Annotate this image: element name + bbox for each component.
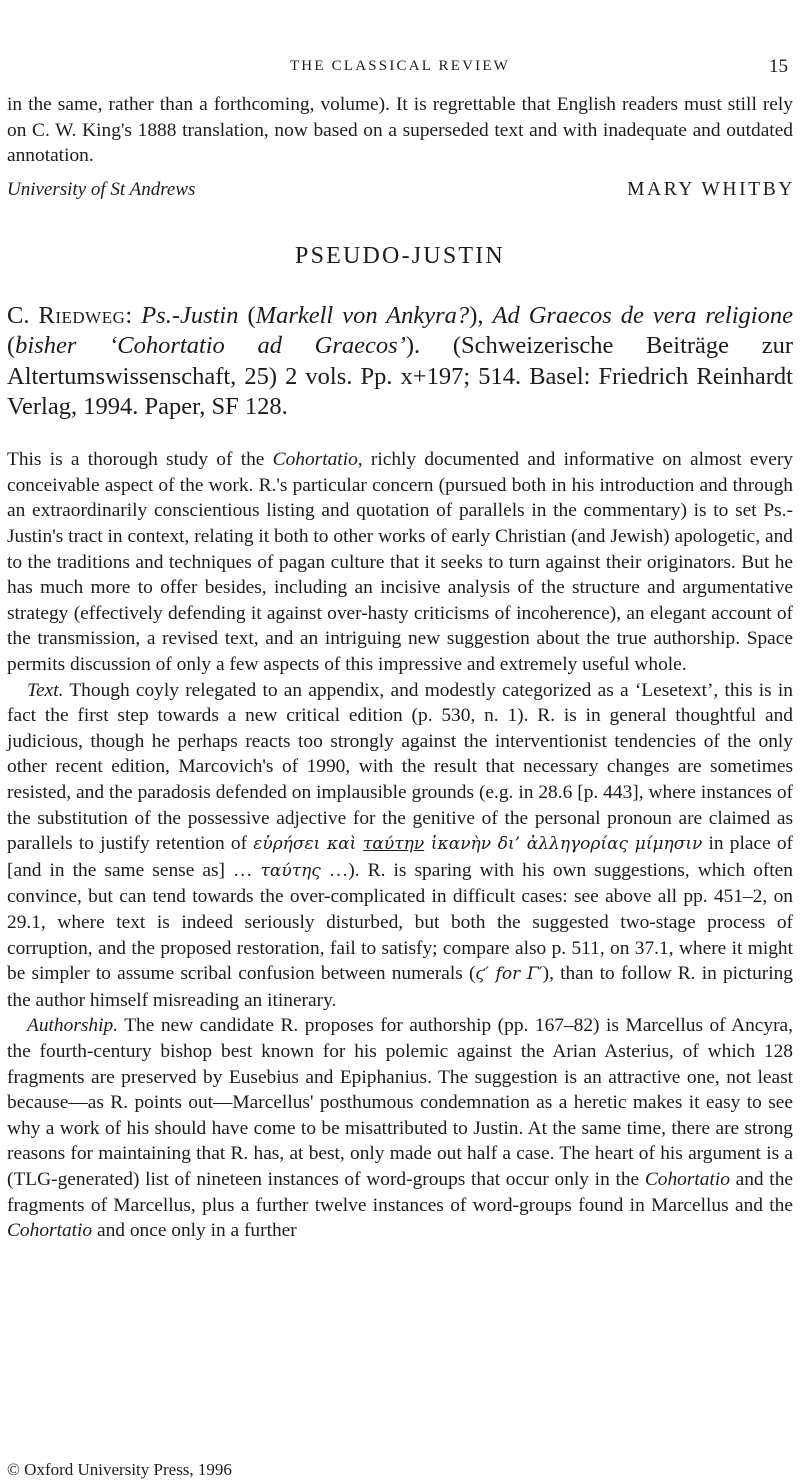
greek-quote-underlined: ταύτην bbox=[363, 834, 425, 855]
para3-text-a: The new candidate R. proposes for authorship (pp. 167–82) is Marcellus of Ancyra, the fourth-century bishop best known for his polemic against the Arian Asterius, of which 128 fragments are preserved by Eusebius and Epiphanius. The suggestion is an attractive one, not least because—as R. points out—Marcellus' posthumous condemnation as a heretic makes it easy to see why a work of his should have come to be misattributed to Justin. At the same time, there are strong reasons for maintaining that R. has, at best, only made out half a case. The heart of his argument is a (TLG-generated) list of nineteen instances of word-groups that occur only in the bbox=[7, 1015, 793, 1190]
reviewer-signature bbox=[7, 179, 793, 209]
para3-work-title-1: Cohortatio bbox=[644, 1168, 730, 1190]
running-head bbox=[0, 58, 800, 84]
citation-title-c: Ad Graecos de vera religione bbox=[492, 301, 793, 329]
citation-details: ). (Schweizerische Beiträge zur Altertumswissenschaft, 25) 2 vols. Pp. x+197; 514. Basel: Friedrich Reinhardt Verlag, 1994. Paper, SF 128. bbox=[7, 332, 793, 421]
article-body bbox=[7, 92, 793, 1244]
review-paragraph-text bbox=[7, 678, 793, 1014]
citation-paren2-open: ( bbox=[7, 332, 16, 360]
previous-review-closing: in the same, rather than a forthcoming, volume). It is regrettable that English readers must still rely on C. W. King's 1888 translation, now based on a superseded text and with inadequate and outdated annotation. bbox=[7, 94, 793, 167]
para2-heading: Text. bbox=[27, 679, 64, 701]
citation-colon: : bbox=[125, 301, 142, 329]
para2-text-d: ), than to follow R. in picturing the author himself misreading an itinerary. bbox=[7, 963, 793, 1011]
review-paragraph-1 bbox=[7, 447, 793, 677]
greek-quote-1: εὑρήσει καὶ bbox=[253, 834, 364, 855]
reviewer-name: MARY WHITBY bbox=[627, 178, 795, 200]
reviewer-institution: University of St Andrews bbox=[7, 178, 196, 200]
copyright-notice: © Oxford University Press, 1996 bbox=[7, 1460, 232, 1479]
greek-numerals: ϛ′ for Γ′ bbox=[475, 964, 543, 985]
book-citation bbox=[7, 301, 793, 423]
citation-author-initial: C. bbox=[7, 301, 39, 329]
section-title: PSEUDO-JUSTIN bbox=[295, 242, 505, 269]
para3-work-title-2: Cohortatio bbox=[7, 1220, 93, 1242]
citation-author-surname: Riedweg bbox=[38, 301, 126, 329]
para2-text-a: Though coyly relegated to an appendix, and modestly categorized as a ‘Lesetext’, this is in fact the first step towards a new critical edition (p. 530, n. 1). R. is in general thoughtful and judicious, though he perhaps reacts too strongly against the interventionist tendencies of the only other recent edition, Marcovich's of 1990, with the result that necessary changes are sometimes resisted, and the paradosis defended on implausible grounds (e.g. in 28.6 [p. 443], where instances of the substitution of the possessive adjective for the genitive of the personal pronoun are claimed as parallels to justify retention of bbox=[7, 679, 793, 855]
journal-title: THE CLASSICAL REVIEW bbox=[289, 58, 511, 74]
para2-text-c: …). R. is sparing with his own suggestions, which often convince, but can tend towards the over-complicated in difficult cases: see above all pp. 451–2, on 29.1, where text is indeed seriously disturbed, but both the suggested two-stage process of corruption, and the proposed restoration, fail to satisfy; compare also p. 511, on 37.1, where it might be simpler to assume scribal confusion between numerals ( bbox=[7, 859, 793, 985]
para3-text-c: and once only in a further bbox=[92, 1220, 297, 1242]
para1-text-b: , richly documented and informative on almost every conceivable aspect of the work. R.'s particular concern (pursued both in his introduction and through an extraordinarily conscientious listing and quotation of parallels in the commentary) is to set Ps.-Justin's tract in context, relating it both to other works of early Christian (and Jewish) apologetic, and to the traditions and techniques of pagan culture that it seeks to turn against their originators. But he has much more to offer besides, including an incisive analysis of the structure and argumentative strategy (effectively defending it against over-hasty criticisms of incoherence), an elegant account of the transmission, a revised text, and an intriguing new suggestion about the true authorship. Space permits discussion of only a few aspects of this impressive and extremely useful whole. bbox=[7, 449, 793, 676]
para3-text-b: and the fragments of Marcellus, plus a further twelve instances of word-groups found in Marcellus and the bbox=[7, 1168, 793, 1216]
citation-title-d: bisher ‘Cohortatio ad Graecos’ bbox=[15, 332, 406, 360]
para1-work-title: Cohortatio bbox=[272, 449, 358, 471]
para2-text-b: in place of [and in the same sense as] … bbox=[7, 833, 793, 881]
greek-quote-3: ταύτης bbox=[260, 860, 321, 881]
page-number: 15 bbox=[769, 56, 788, 77]
para3-heading: Authorship. bbox=[27, 1015, 119, 1037]
citation-title-a: Ps.-Justin bbox=[141, 301, 239, 329]
citation-title-b: Markell von Ankyra? bbox=[255, 301, 470, 329]
citation-paren-close: ), bbox=[469, 301, 493, 329]
review-paragraph-authorship bbox=[7, 1013, 793, 1243]
para1-text-a: This is a thorough study of the bbox=[7, 449, 273, 471]
citation-paren-open: ( bbox=[238, 301, 256, 329]
greek-quote-2: ἱκανὴν δι’ ἀλληγορίας μίμησιν bbox=[424, 834, 703, 855]
